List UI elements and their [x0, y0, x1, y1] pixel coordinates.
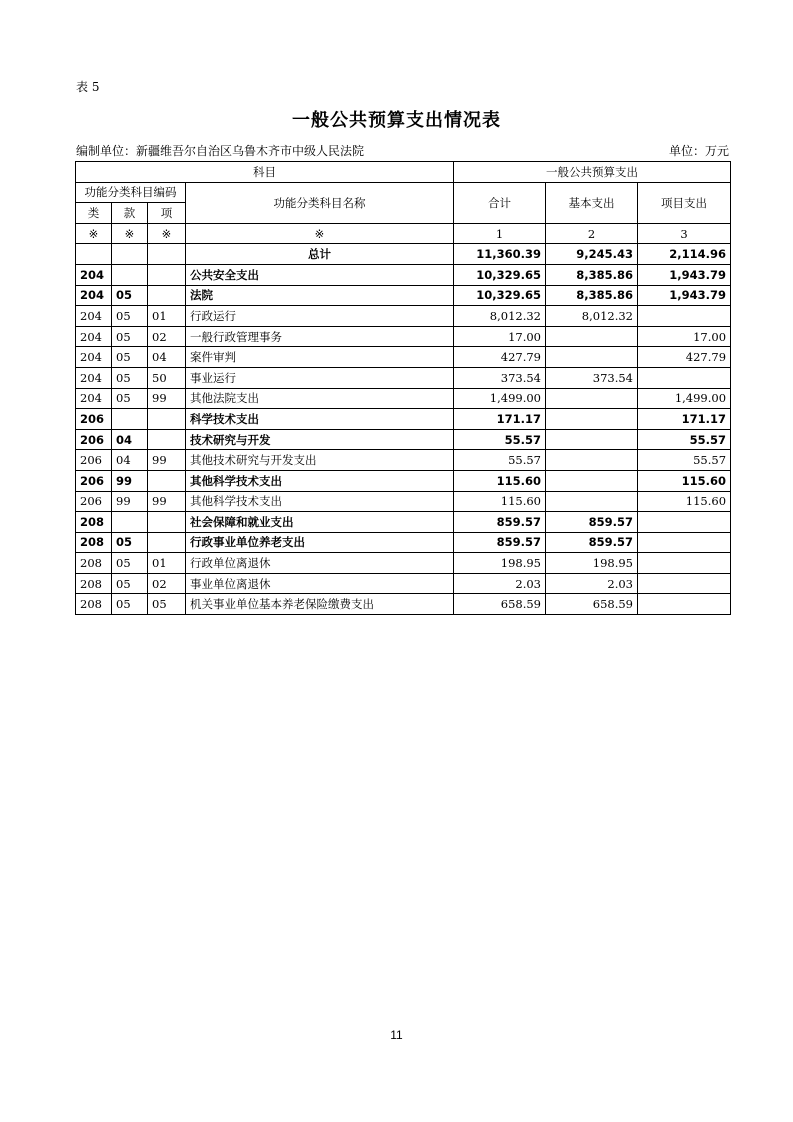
- xiang-cell: 05: [148, 594, 186, 615]
- basic-header: 基本支出: [546, 182, 638, 223]
- table-row: [76, 264, 731, 285]
- total-cell: 10,329.65: [454, 264, 546, 285]
- xiang-cell: [148, 285, 186, 306]
- total-cell: 115.60: [454, 470, 546, 491]
- name-cell: 其他法院支出: [186, 388, 454, 409]
- lei-cell: 204: [76, 306, 112, 327]
- kuan-cell: 04: [112, 450, 148, 471]
- kuan-cell: [112, 244, 148, 265]
- project-cell: [638, 367, 731, 388]
- total-cell: 1,499.00: [454, 388, 546, 409]
- name-cell: 其他科学技术支出: [186, 491, 454, 512]
- total-header: 合计: [454, 182, 546, 223]
- table-row: [76, 367, 731, 388]
- kuan-cell: 05: [112, 553, 148, 574]
- project-cell: 171.17: [638, 409, 731, 430]
- budget-table: [75, 161, 731, 615]
- total-cell: 115.60: [454, 491, 546, 512]
- name-cell: 行政单位离退休: [186, 553, 454, 574]
- table-row: [76, 306, 731, 327]
- basic-cell: [546, 429, 638, 450]
- project-cell: 115.60: [638, 470, 731, 491]
- table-row: [76, 409, 731, 430]
- project-cell: 17.00: [638, 326, 731, 347]
- lei-cell: 206: [76, 409, 112, 430]
- project-cell: 115.60: [638, 491, 731, 512]
- project-cell: [638, 306, 731, 327]
- lei-cell: 208: [76, 594, 112, 615]
- lei-cell: 204: [76, 285, 112, 306]
- total-cell: 171.17: [454, 409, 546, 430]
- col-number-1: 1: [454, 223, 546, 244]
- kuan-cell: 04: [112, 429, 148, 450]
- kuan-cell: [112, 264, 148, 285]
- lei-cell: [76, 244, 112, 265]
- mark-cell: ※: [186, 223, 454, 244]
- lei-cell: 204: [76, 264, 112, 285]
- total-cell: 55.57: [454, 429, 546, 450]
- header-row-4: [76, 223, 731, 244]
- name-cell: 一般行政管理事务: [186, 326, 454, 347]
- name-cell: 科学技术支出: [186, 409, 454, 430]
- name-cell: 其他技术研究与开发支出: [186, 450, 454, 471]
- xiang-cell: [148, 512, 186, 533]
- mark-cell: ※: [76, 223, 112, 244]
- budget-header: 一般公共预算支出: [454, 162, 731, 183]
- project-cell: [638, 512, 731, 533]
- xiang-cell: 99: [148, 450, 186, 471]
- lei-cell: 204: [76, 347, 112, 368]
- basic-cell: [546, 347, 638, 368]
- name-cell: 公共安全支出: [186, 264, 454, 285]
- basic-cell: 859.57: [546, 532, 638, 553]
- xiang-cell: 99: [148, 491, 186, 512]
- name-cell: 行政运行: [186, 306, 454, 327]
- project-cell: 1,943.79: [638, 285, 731, 306]
- xiang-cell: [148, 409, 186, 430]
- col-number-2: 2: [546, 223, 638, 244]
- basic-cell: [546, 470, 638, 491]
- name-cell: 社会保障和就业支出: [186, 512, 454, 533]
- xiang-cell: [148, 264, 186, 285]
- xiang-cell: 02: [148, 326, 186, 347]
- xiang-cell: 99: [148, 388, 186, 409]
- name-header: 功能分类科目名称: [186, 182, 454, 223]
- table-row: [76, 491, 731, 512]
- mark-cell: ※: [112, 223, 148, 244]
- total-cell: 55.57: [454, 450, 546, 471]
- lei-cell: 208: [76, 553, 112, 574]
- name-cell: 其他科学技术支出: [186, 470, 454, 491]
- total-cell: 10,329.65: [454, 285, 546, 306]
- col-number-3: 3: [638, 223, 731, 244]
- basic-cell: 198.95: [546, 553, 638, 574]
- total-cell: 373.54: [454, 367, 546, 388]
- table-row: [76, 553, 731, 574]
- table-row: [76, 244, 731, 265]
- xiang-cell: 01: [148, 553, 186, 574]
- name-cell: 事业运行: [186, 367, 454, 388]
- total-cell: 17.00: [454, 326, 546, 347]
- header-row-2: [76, 182, 731, 203]
- project-header: 项目支出: [638, 182, 731, 223]
- lei-cell: 208: [76, 573, 112, 594]
- kuan-cell: 05: [112, 594, 148, 615]
- table-label: 表 5: [76, 80, 100, 94]
- code-header: 功能分类科目编码: [76, 182, 186, 203]
- total-cell: 11,360.39: [454, 244, 546, 265]
- kuan-cell: 05: [112, 326, 148, 347]
- lei-cell: 208: [76, 512, 112, 533]
- basic-cell: 8,385.86: [546, 285, 638, 306]
- basic-cell: [546, 388, 638, 409]
- table-row: [76, 429, 731, 450]
- project-cell: [638, 594, 731, 615]
- basic-cell: 9,245.43: [546, 244, 638, 265]
- basic-cell: 2.03: [546, 573, 638, 594]
- name-cell: 总计: [186, 244, 454, 265]
- total-cell: 427.79: [454, 347, 546, 368]
- total-cell: 859.57: [454, 532, 546, 553]
- mark-cell: ※: [148, 223, 186, 244]
- project-cell: 55.57: [638, 450, 731, 471]
- total-cell: 198.95: [454, 553, 546, 574]
- total-cell: 8,012.32: [454, 306, 546, 327]
- basic-cell: [546, 450, 638, 471]
- project-cell: 427.79: [638, 347, 731, 368]
- currency-unit: 单位：万元: [668, 144, 729, 158]
- header-row-1: [76, 162, 731, 183]
- lei-cell: 204: [76, 388, 112, 409]
- xiang-header: 项: [148, 203, 186, 224]
- total-cell: 2.03: [454, 573, 546, 594]
- table-row: [76, 347, 731, 368]
- basic-cell: [546, 326, 638, 347]
- project-cell: [638, 553, 731, 574]
- project-cell: 55.57: [638, 429, 731, 450]
- table-row: [76, 326, 731, 347]
- table-row: [76, 594, 731, 615]
- xiang-cell: [148, 470, 186, 491]
- basic-cell: 859.57: [546, 512, 638, 533]
- kuan-cell: 05: [112, 306, 148, 327]
- lei-cell: 204: [76, 367, 112, 388]
- kuan-cell: 05: [112, 532, 148, 553]
- name-cell: 技术研究与开发: [186, 429, 454, 450]
- lei-cell: 206: [76, 470, 112, 491]
- basic-cell: 373.54: [546, 367, 638, 388]
- name-cell: 机关事业单位基本养老保险缴费支出: [186, 594, 454, 615]
- lei-cell: 206: [76, 429, 112, 450]
- xiang-cell: [148, 429, 186, 450]
- kuan-cell: [112, 409, 148, 430]
- page-number: 11: [390, 1028, 403, 1042]
- xiang-cell: 01: [148, 306, 186, 327]
- kuan-cell: 99: [112, 491, 148, 512]
- kuan-cell: 99: [112, 470, 148, 491]
- lei-cell: 206: [76, 491, 112, 512]
- table-row: [76, 573, 731, 594]
- project-cell: [638, 573, 731, 594]
- xiang-cell: [148, 244, 186, 265]
- name-cell: 行政事业单位养老支出: [186, 532, 454, 553]
- xiang-cell: [148, 532, 186, 553]
- xiang-cell: 02: [148, 573, 186, 594]
- lei-header: 类: [76, 203, 112, 224]
- table-row: [76, 470, 731, 491]
- page-title: 一般公共预算支出情况表: [292, 110, 501, 131]
- basic-cell: 8,385.86: [546, 264, 638, 285]
- table-row: [76, 285, 731, 306]
- basic-cell: [546, 409, 638, 430]
- xiang-cell: 50: [148, 367, 186, 388]
- project-cell: 2,114.96: [638, 244, 731, 265]
- lei-cell: 204: [76, 326, 112, 347]
- table-row: [76, 512, 731, 533]
- lei-cell: 206: [76, 450, 112, 471]
- basic-cell: [546, 491, 638, 512]
- total-cell: 859.57: [454, 512, 546, 533]
- compiling-unit: 编制单位：新疆维吾尔自治区乌鲁木齐市中级人民法院: [76, 144, 365, 158]
- table-row: [76, 388, 731, 409]
- xiang-cell: 04: [148, 347, 186, 368]
- name-cell: 事业单位离退休: [186, 573, 454, 594]
- project-cell: [638, 532, 731, 553]
- kuan-cell: 05: [112, 388, 148, 409]
- kuan-cell: [112, 512, 148, 533]
- lei-cell: 208: [76, 532, 112, 553]
- kuan-cell: 05: [112, 285, 148, 306]
- kuan-cell: 05: [112, 347, 148, 368]
- subject-header: 科目: [76, 162, 454, 183]
- basic-cell: 658.59: [546, 594, 638, 615]
- project-cell: 1,499.00: [638, 388, 731, 409]
- project-cell: 1,943.79: [638, 264, 731, 285]
- kuan-header: 款: [112, 203, 148, 224]
- name-cell: 法院: [186, 285, 454, 306]
- table-row: [76, 532, 731, 553]
- kuan-cell: 05: [112, 573, 148, 594]
- table-row: [76, 450, 731, 471]
- total-cell: 658.59: [454, 594, 546, 615]
- kuan-cell: 05: [112, 367, 148, 388]
- basic-cell: 8,012.32: [546, 306, 638, 327]
- name-cell: 案件审判: [186, 347, 454, 368]
